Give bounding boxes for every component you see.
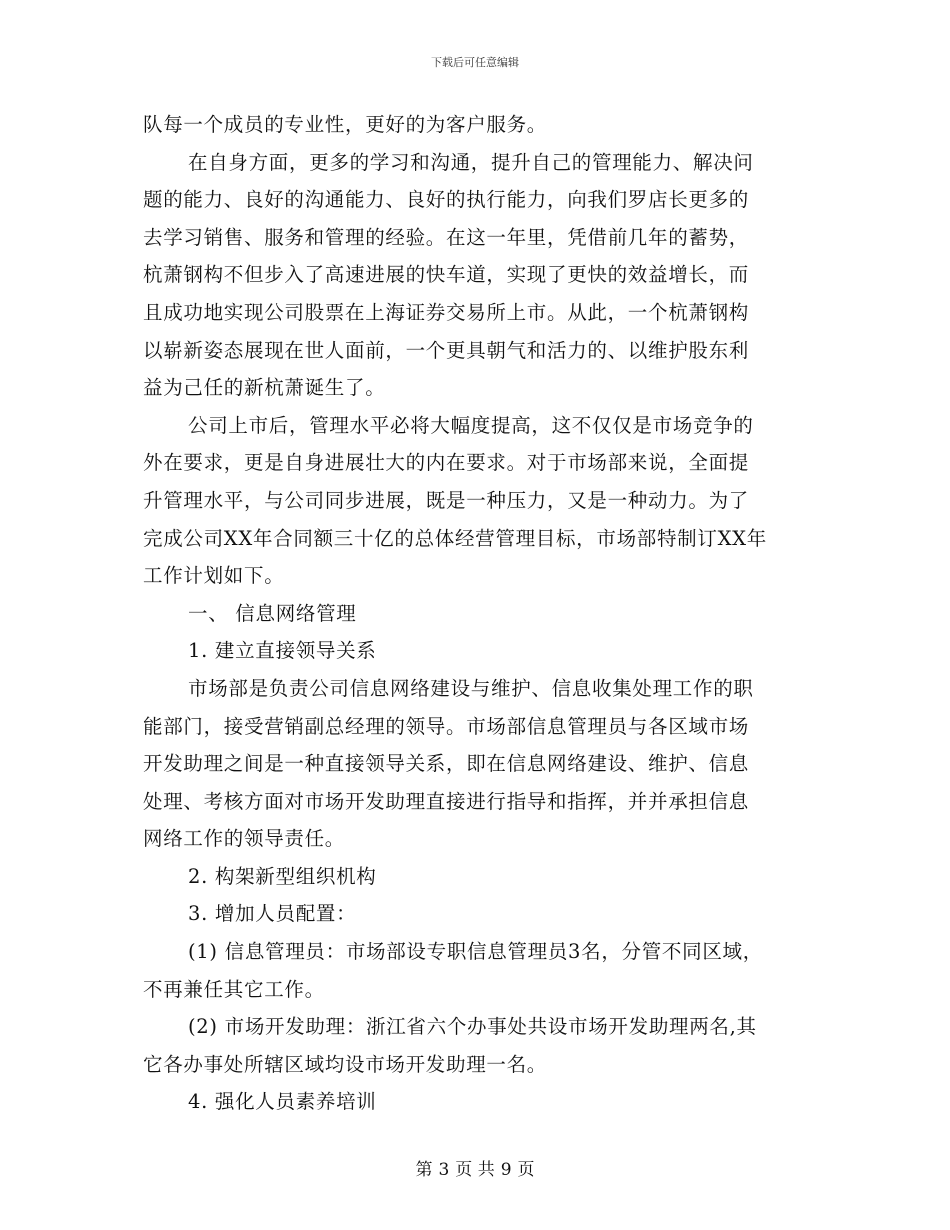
text-line: 队每一个成员的专业性，更好的为客户服务。 xyxy=(143,113,548,136)
text-line: 能部门，接受营销副总经理的领导。市场部信息管理员与各区域市场 xyxy=(143,714,750,738)
footer-prefix: 第 xyxy=(415,1160,433,1180)
footer-suffix: 页 xyxy=(517,1160,535,1180)
text-line: 市场部是负责公司信息网络建设与维护、信息收集处理工作的职 xyxy=(188,676,754,700)
text-line: 处理、考核方面对市场开发助理直接进行指导和指挥，并并承担信息 xyxy=(143,789,750,813)
text-line: 不再兼任其它工作。 xyxy=(143,977,325,1001)
subsection-heading: 3. 增加人员配置： xyxy=(188,902,357,926)
page-header: 下载后可任意编辑 xyxy=(431,56,519,69)
text-line: 在自身方面，更多的学习和沟通，提升自己的管理能力、解决问 xyxy=(188,150,754,174)
text-line: 升管理水平，与公司同步进展，既是一种压力，又是一种动力。为了 xyxy=(143,488,750,512)
text-line: 益为己任的新杭萧诞生了。 xyxy=(143,376,386,400)
list-item: (2) 市场开发助理：浙江省六个办事处共设市场开发助理两名,其 xyxy=(188,1015,757,1039)
text-line: 去学习销售、服务和管理的经验。在这一年里，凭借前几年的蓄势， xyxy=(143,225,750,249)
section-heading: 一、 信息网络管理 xyxy=(188,601,357,625)
text-line: 且成功地实现公司股票在上海证券交易所上市。从此，一个杭萧钢构 xyxy=(143,300,750,324)
text-line: 题的能力、良好的沟通能力、良好的执行能力，向我们罗店长更多的 xyxy=(143,188,750,212)
total-page-count: 9 xyxy=(500,1160,512,1180)
current-page-number: 3 xyxy=(438,1160,450,1180)
page-footer xyxy=(0,1155,950,1180)
subsection-heading: 4. 强化人员素养培训 xyxy=(188,1090,377,1114)
text-line: 网络工作的领导责任。 xyxy=(143,827,346,851)
subsection-heading: 2. 构架新型组织机构 xyxy=(188,864,377,888)
text-line: 工作计划如下。 xyxy=(143,564,285,588)
text-line: 它各办事处所辖区域均设市场开发助理一名。 xyxy=(143,1052,548,1076)
text-line: 以崭新姿态展现在世人面前，一个更具朝气和活力的、以维护股东利 xyxy=(143,338,750,362)
text-line: 外在要求，更是自身进展壮大的内在要求。对于市场部来说，全面提 xyxy=(143,451,750,475)
text-line: 杭萧钢构不但步入了高速进展的快车道，实现了更快的效益增长，而 xyxy=(143,263,750,287)
text-line: 公司上市后，管理水平必将大幅度提高，这不仅仅是市场竞争的 xyxy=(188,413,754,437)
document-body xyxy=(143,106,813,1121)
subsection-heading: 1. 建立直接领导关系 xyxy=(188,639,377,663)
list-item: (1) 信息管理员：市场部设专职信息管理员3名，分管不同区域， xyxy=(188,940,763,964)
footer-middle: 页 共 xyxy=(455,1160,495,1180)
text-line: 开发助理之间是一种直接领导关系，即在信息网络建设、维护、信息 xyxy=(143,752,750,776)
text-line: 完成公司XX年合同额三十亿的总体经营管理目标，市场部特制订XX年 xyxy=(143,526,767,550)
